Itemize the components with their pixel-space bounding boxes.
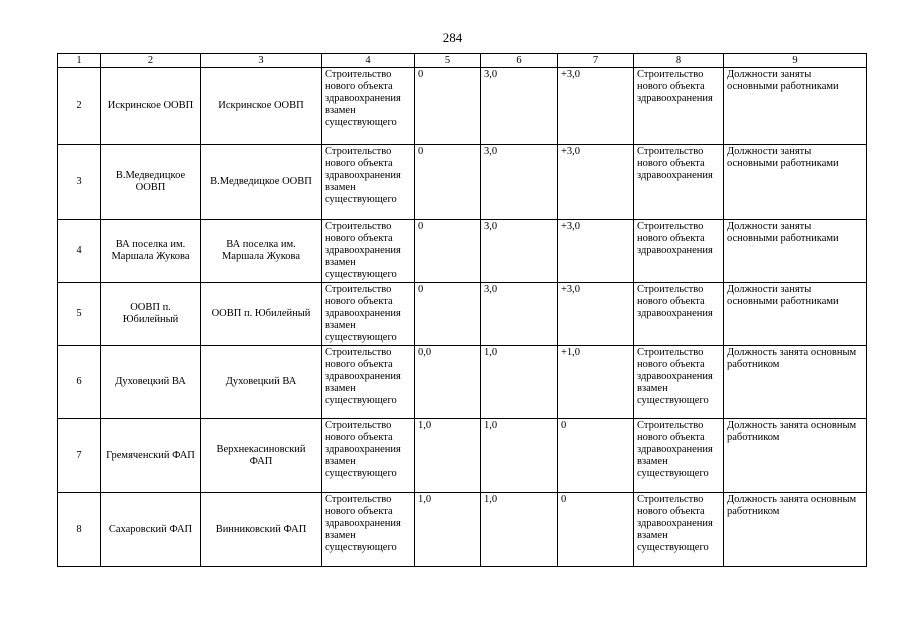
value-col6-cell: 3,0: [481, 283, 558, 346]
staffing-cell: Должность занята основным работником: [724, 493, 867, 567]
staffing-cell: Должности заняты основными работниками: [724, 220, 867, 283]
table-row: [58, 145, 867, 220]
table-row: [58, 283, 867, 346]
row-number-cell: 8: [58, 493, 101, 567]
row-number-cell: 3: [58, 145, 101, 220]
header-cell: 6: [481, 54, 558, 68]
value-col7-cell: +3,0: [558, 283, 634, 346]
action-cell: Строительство нового объекта здравоохранения взамен существующего: [322, 220, 415, 283]
facility-current-cell: Сахаровский ФАП: [101, 493, 201, 567]
value-col6-cell: 3,0: [481, 145, 558, 220]
action-cell: Строительство нового объекта здравоохранения взамен существующего: [322, 283, 415, 346]
value-col6-cell: 3,0: [481, 220, 558, 283]
value-col7-cell: 0: [558, 493, 634, 567]
value-col7-cell: +3,0: [558, 145, 634, 220]
facility-planned-cell: Искринское ООВП: [201, 68, 322, 145]
value-col7-cell: 0: [558, 419, 634, 493]
measure-cell: Строительство нового объекта здравоохранения взамен существующего: [634, 419, 724, 493]
measure-cell: Строительство нового объекта здравоохранения: [634, 68, 724, 145]
facility-planned-cell: Верхнекасиновский ФАП: [201, 419, 322, 493]
facility-planned-cell: ООВП п. Юбилейный: [201, 283, 322, 346]
facility-planned-cell: Духовецкий ВА: [201, 346, 322, 419]
facility-current-cell: ВА поселка им. Маршала Жукова: [101, 220, 201, 283]
header-cell: 2: [101, 54, 201, 68]
value-col5-cell: 1,0: [415, 493, 481, 567]
table-header-row: [58, 54, 867, 68]
row-number-cell: 4: [58, 220, 101, 283]
staffing-cell: Должности заняты основными работниками: [724, 145, 867, 220]
facility-current-cell: ООВП п. Юбилейный: [101, 283, 201, 346]
value-col5-cell: 0,0: [415, 346, 481, 419]
row-number-cell: 5: [58, 283, 101, 346]
row-number-cell: 7: [58, 419, 101, 493]
measure-cell: Строительство нового объекта здравоохранения взамен существующего: [634, 346, 724, 419]
measure-cell: Строительство нового объекта здравоохранения: [634, 145, 724, 220]
staffing-cell: Должность занята основным работником: [724, 346, 867, 419]
header-cell: 5: [415, 54, 481, 68]
action-cell: Строительство нового объекта здравоохранения взамен существующего: [322, 493, 415, 567]
header-cell: 7: [558, 54, 634, 68]
measure-cell: Строительство нового объекта здравоохранения взамен существующего: [634, 493, 724, 567]
table-row: [58, 220, 867, 283]
value-col6-cell: 1,0: [481, 346, 558, 419]
facility-planned-cell: В.Медведицкое ООВП: [201, 145, 322, 220]
measure-cell: Строительство нового объекта здравоохранения: [634, 283, 724, 346]
staffing-cell: Должность занята основным работником: [724, 419, 867, 493]
table-row: [58, 346, 867, 419]
header-cell: 4: [322, 54, 415, 68]
facilities-table: [57, 53, 867, 567]
action-cell: Строительство нового объекта здравоохранения взамен существующего: [322, 346, 415, 419]
value-col5-cell: 0: [415, 220, 481, 283]
table-row: [58, 419, 867, 493]
facility-current-cell: Гремяченский ФАП: [101, 419, 201, 493]
value-col5-cell: 1,0: [415, 419, 481, 493]
action-cell: Строительство нового объекта здравоохранения взамен существующего: [322, 145, 415, 220]
facility-current-cell: Искринское ООВП: [101, 68, 201, 145]
value-col5-cell: 0: [415, 145, 481, 220]
table-row: [58, 68, 867, 145]
value-col6-cell: 1,0: [481, 493, 558, 567]
header-cell: 1: [58, 54, 101, 68]
action-cell: Строительство нового объекта здравоохранения взамен существующего: [322, 68, 415, 145]
facility-current-cell: Духовецкий ВА: [101, 346, 201, 419]
value-col7-cell: +3,0: [558, 220, 634, 283]
measure-cell: Строительство нового объекта здравоохранения: [634, 220, 724, 283]
value-col6-cell: 3,0: [481, 68, 558, 145]
facility-current-cell: В.Медведицкое ООВП: [101, 145, 201, 220]
value-col6-cell: 1,0: [481, 419, 558, 493]
staffing-cell: Должности заняты основными работниками: [724, 283, 867, 346]
facility-planned-cell: Винниковский ФАП: [201, 493, 322, 567]
header-cell: 3: [201, 54, 322, 68]
header-cell: 8: [634, 54, 724, 68]
value-col5-cell: 0: [415, 68, 481, 145]
staffing-cell: Должности заняты основными работниками: [724, 68, 867, 145]
row-number-cell: 6: [58, 346, 101, 419]
action-cell: Строительство нового объекта здравоохранения взамен существующего: [322, 419, 415, 493]
table-row: [58, 493, 867, 567]
facility-planned-cell: ВА поселка им. Маршала Жукова: [201, 220, 322, 283]
header-cell: 9: [724, 54, 867, 68]
value-col7-cell: +1,0: [558, 346, 634, 419]
value-col7-cell: +3,0: [558, 68, 634, 145]
value-col5-cell: 0: [415, 283, 481, 346]
page-number: 284: [442, 30, 463, 45]
row-number-cell: 2: [58, 68, 101, 145]
